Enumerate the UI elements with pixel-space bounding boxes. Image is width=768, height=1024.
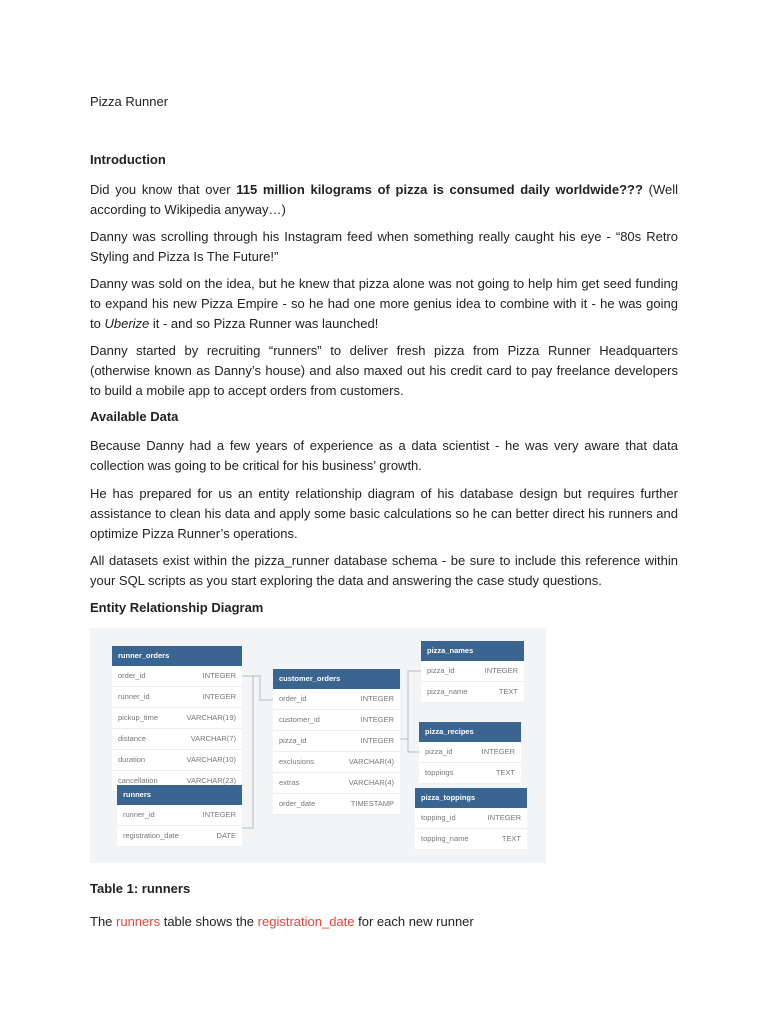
table-row: order_id INTEGER: [112, 666, 242, 687]
table-row: order_id INTEGER: [273, 689, 400, 710]
table-row: pickup_time VARCHAR(19): [112, 708, 242, 729]
table-runners: [117, 785, 242, 847]
table-row: order_date TIMESTAMP: [273, 794, 400, 815]
table-row: exclusions VARCHAR(4): [273, 752, 400, 773]
table-row: pizza_id INTEGER: [421, 661, 524, 682]
table-header: pizza_toppings: [415, 788, 527, 808]
connector-customer-orders-to-pizza-names: [400, 671, 421, 739]
table-row: cancellation VARCHAR(23): [112, 771, 242, 792]
table-runner-orders: [112, 646, 242, 792]
connector-runner-orders-to-runners: [242, 676, 253, 828]
table-header: runner_orders: [112, 646, 242, 666]
table-pizza-recipes: [419, 722, 521, 784]
table-row: pizza_id INTEGER: [273, 731, 400, 752]
paragraph-3: Danny was sold on the idea, but he knew that pizza alone was not going to help him get seed funding to expand his new Pizza Empire - so he had one more genius idea to combine with it - he was going to Uberize it - and so Pizza Runner was launched!: [90, 276, 678, 331]
paragraph-4: Danny started by recruiting “runners” to deliver fresh pizza from Pizza Runner Headquarters (otherwise known as Danny’s house) and also maxed out his credit card to pay freelance developers to build a mobile app to accept orders from customers.: [90, 343, 678, 398]
table-row: topping_id INTEGER: [415, 808, 527, 829]
table-row: duration VARCHAR(10): [112, 750, 242, 771]
table-pizza-names: [421, 641, 524, 703]
entity-relationship-diagram: [90, 628, 546, 863]
paragraph-2: Danny was scrolling through his Instagram feed when something really caught his eye - “80s Retro Styling and Pizza Is The Future!”: [90, 229, 678, 264]
table-header: pizza_recipes: [419, 722, 521, 742]
paragraph-1: Did you know that over 115 million kilograms of pizza is consumed daily worldwide??? (Well according to Wikipedia anyway…): [90, 182, 678, 217]
table-row: pizza_id INTEGER: [419, 742, 521, 763]
intro-heading: Introduction: [90, 152, 166, 167]
table-row: customer_id INTEGER: [273, 710, 400, 731]
paragraph-7: All datasets exist within the pizza_runner database schema - be sure to include this reference within your SQL scripts as you start exploring the data and answering the case study questions.: [90, 553, 678, 588]
table-row: registration_date DATE: [117, 826, 242, 847]
table-row: runner_id INTEGER: [117, 805, 242, 826]
connector-runner-orders-to-customer-orders: [242, 676, 273, 700]
connector-customer-orders-to-pizza-recipes: [400, 739, 421, 752]
table-pizza-toppings: [415, 788, 527, 850]
registration-date-highlight: registration_date: [257, 914, 355, 929]
table1-heading: Table 1: runners: [90, 881, 191, 896]
table-header: runners: [117, 785, 242, 805]
paragraph-5: Because Danny had a few years of experience as a data scientist - he was very aware that data collection was going to be critical for his business’ growth.: [90, 438, 678, 473]
table-row: topping_name TEXT: [415, 829, 527, 850]
table-row: toppings TEXT: [419, 763, 521, 784]
table-row: pizza_name TEXT: [421, 682, 524, 703]
available-data-heading: Available Data: [90, 409, 179, 424]
doc-title: Pizza Runner: [90, 94, 169, 109]
table-row: extras VARCHAR(4): [273, 773, 400, 794]
erd-heading: Entity Relationship Diagram: [90, 600, 264, 615]
table-row: runner_id INTEGER: [112, 687, 242, 708]
table-row: distance VARCHAR(7): [112, 729, 242, 750]
table-header: pizza_names: [421, 641, 524, 661]
paragraph-8: The runners table shows the registration_date for each new runner: [90, 914, 474, 929]
table-header: customer_orders: [273, 669, 400, 689]
paragraph-6: He has prepared for us an entity relationship diagram of his database design but requires further assistance to clean his data and apply some basic calculations so he can better direct his runners and optimize Pizza Runner’s operations.: [90, 486, 678, 541]
runners-highlight: runners: [116, 914, 161, 929]
table-customer-orders: [273, 669, 400, 815]
